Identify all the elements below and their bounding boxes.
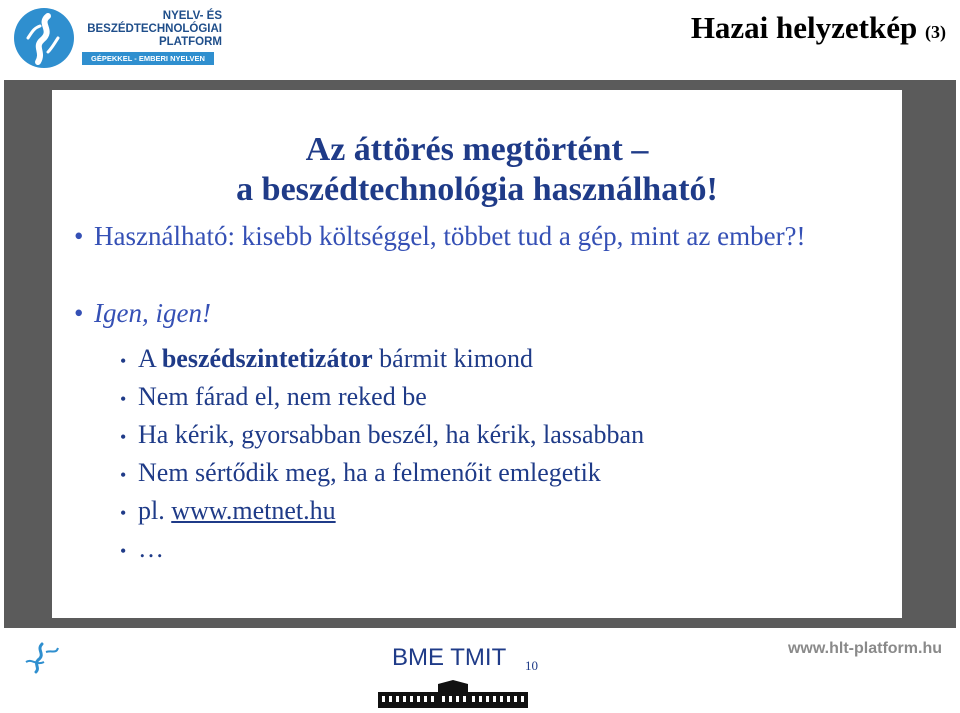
bullet-yes-text: Igen, igen! [94, 298, 211, 328]
sub-bullet-ellipsis [120, 532, 880, 568]
page-number: 10 [525, 658, 538, 673]
sub-bullet-synthesizer [120, 342, 880, 378]
bullet-icon: • [120, 389, 127, 410]
footer-website: www.hlt-platform.hu [787, 640, 942, 657]
slide-content [52, 90, 902, 618]
bullet-usable [74, 218, 874, 254]
sub-bullet-tireless [120, 380, 880, 416]
bullet-icon: • [120, 427, 127, 448]
bullet-icon: • [74, 221, 84, 251]
logo-text [82, 10, 222, 49]
logo-line-1: NYELV- ÉS [162, 10, 222, 22]
sub-bullet-example [120, 494, 880, 530]
footer-org: BME TMIT [392, 644, 507, 671]
bullet-icon: • [120, 351, 127, 372]
sub-bullet-text: Nem sértődik meg, ha a felmenőit emlegetik [138, 458, 601, 487]
logo-line-2: BESZÉDTECHNOLÓGIAI [87, 23, 222, 35]
sub-bullet-offended [120, 456, 880, 492]
slide-heading [52, 130, 902, 210]
sub-bullet-text: bármit kimond [372, 344, 533, 373]
metnet-link[interactable]: www.metnet.hu [171, 496, 336, 525]
sub-bullet-speed [120, 418, 880, 454]
logo-tagline: GÉPEKKEL - EMBERI NYELVEN [82, 52, 214, 65]
sub-bullet-text: … [138, 534, 164, 563]
platform-logo-icon [14, 8, 74, 68]
university-building-icon [378, 680, 528, 708]
bullet-yes [74, 295, 211, 331]
sub-bullet-text: A [138, 344, 162, 373]
logo-line-3: PLATFORM [158, 36, 222, 48]
sub-bullet-text: Nem fárad el, nem reked be [138, 382, 427, 411]
sub-bullet-text: pl. [138, 496, 172, 525]
page-title-text: Hazai helyzetkép [690, 10, 918, 45]
bullet-icon: • [120, 503, 127, 524]
platform-logo [14, 8, 222, 66]
bullet-icon: • [120, 541, 127, 562]
sub-bullet-bold: beszédszintetizátor [161, 344, 373, 373]
sub-bullet-text: Ha kérik, gyorsabban beszél, ha kérik, lassabban [138, 420, 645, 449]
slide-heading-line-2: a beszédtechnológia használható! [236, 171, 718, 208]
page-title-suffix: (3) [925, 22, 946, 42]
slide-heading-line-1: Az áttörés megtörtént – [305, 131, 649, 168]
page-title [691, 10, 946, 46]
bullet-usable-text: Használható: kisebb költséggel, többet tud a gép, mint az ember?! [94, 221, 806, 251]
bullet-icon: • [120, 465, 127, 486]
small-logo-icon [22, 640, 62, 674]
bullet-icon: • [74, 298, 84, 328]
